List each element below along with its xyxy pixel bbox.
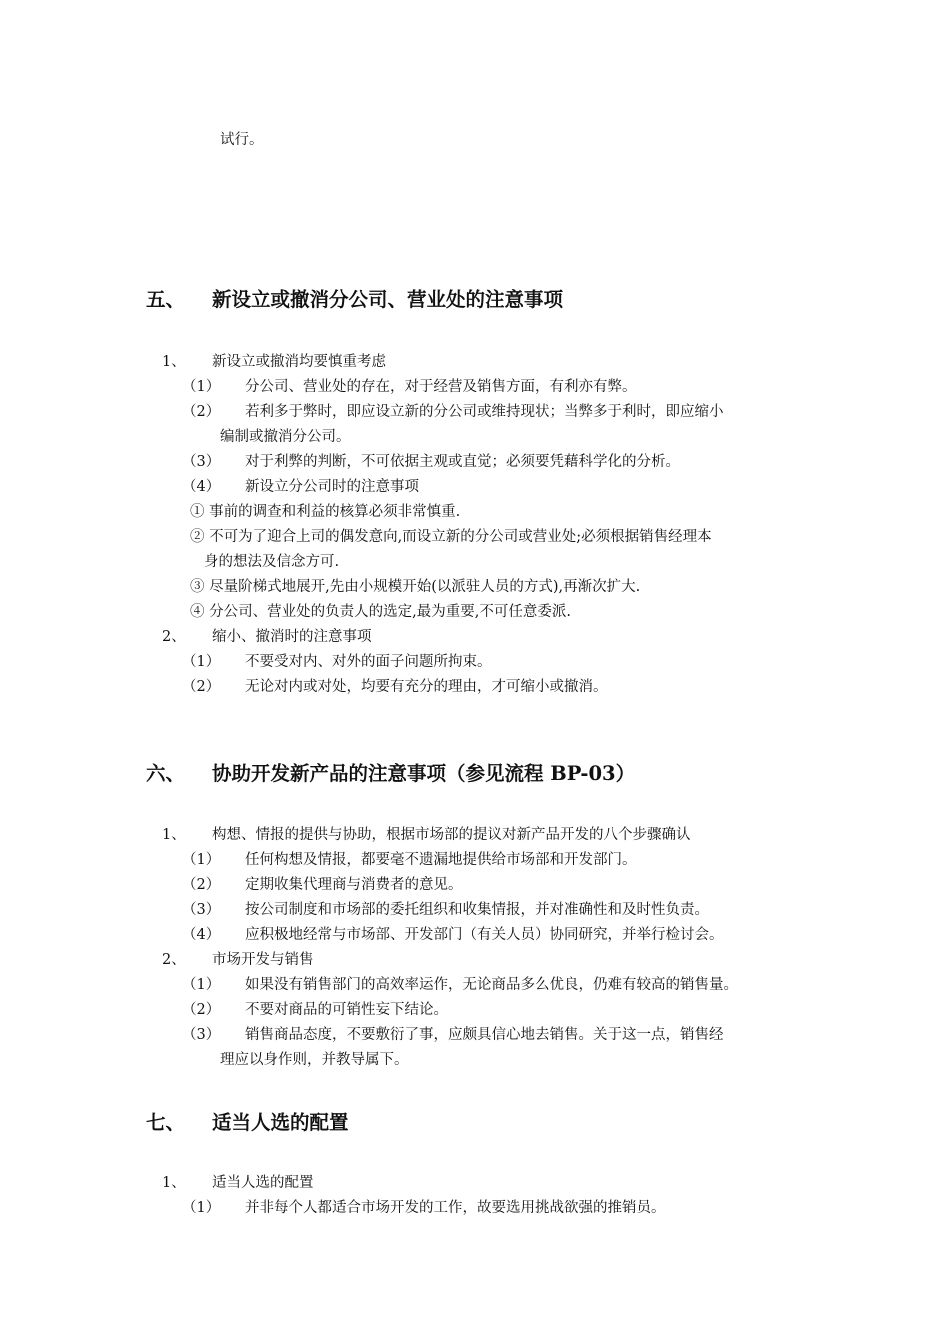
point-text: 按公司制度和市场部的委托组织和收集情报，并对准确性和及时性负责。 [245, 902, 709, 918]
item-number: 1、 [162, 1175, 186, 1191]
point-number: （1） [182, 977, 221, 993]
point-text: 并非每个人都适合市场开发的工作，故要选用挑战欲强的推销员。 [245, 1200, 666, 1216]
point-text: 不要受对内、对外的面子问题所拘束。 [245, 654, 492, 670]
point-number: （4） [182, 479, 221, 495]
point-number: （2） [182, 1002, 221, 1018]
point-text: 定期收集代理商与消费者的意见。 [245, 877, 463, 893]
section-7-number: 七、 [146, 1111, 186, 1134]
item-number: 1、 [162, 827, 186, 843]
point-text: 若利多于弊时，即应设立新的分公司或维持现状；当弊多于利时，即应缩小 [245, 404, 724, 420]
section-6-number: 六、 [146, 762, 186, 785]
point-number: （1） [182, 852, 221, 868]
point-text: 任何构想及情报，都要毫不遗漏地提供给市场部和开发部门。 [245, 852, 637, 868]
s5-circled-1: ① 事前的调查和利益的核算必须非常慎重. [190, 504, 461, 520]
point-number: （1） [182, 654, 221, 670]
point-text: 分公司、营业处的存在，对于经营及销售方面，有利亦有弊。 [245, 379, 637, 395]
point-text: 销售商品态度，不要敷衍了事，应颇具信心地去销售。关于这一点，销售经 [245, 1027, 724, 1043]
intro-text: 试行。 [220, 132, 264, 148]
point-text: 应积极地经常与市场部、开发部门（有关人员）协同研究，并举行检讨会。 [245, 927, 724, 943]
s5-point-2-cont: 编制或撤消分公司。 [220, 429, 351, 445]
section-6-title: 协助开发新产品的注意事项（参见流程 BP-03） [212, 762, 636, 785]
item-text: 缩小、撤消时的注意事项 [212, 629, 372, 645]
section-5-number: 五、 [146, 288, 186, 311]
s5-circled-4: ④ 分公司、营业处的负责人的选定,最为重要,不可任意委派. [190, 604, 571, 620]
point-number: （4） [182, 927, 221, 943]
item-number: 1、 [162, 354, 186, 370]
s5-circled-3: ③ 尽量阶梯式地展开,先由小规模开始(以派驻人员的方式),再渐次扩大. [190, 579, 641, 595]
item-text: 适当人选的配置 [212, 1175, 314, 1191]
point-text: 对于利弊的判断，不可依据主观或直觉；必须要凭藉科学化的分析。 [245, 454, 680, 470]
point-number: （1） [182, 379, 221, 395]
point-text: 如果没有销售部门的高效率运作，无论商品多么优良，仍难有较高的销售量。 [245, 977, 738, 993]
item-text: 新设立或撤消均要慎重考虑 [212, 354, 386, 370]
point-text: 新设立分公司时的注意事项 [245, 479, 419, 495]
item-number: 2、 [162, 629, 186, 645]
point-number: （2） [182, 404, 221, 420]
point-number: （3） [182, 1027, 221, 1043]
s5-circled-2-cont: 身的想法及信念方可. [204, 554, 340, 570]
s6-sub-3-cont: 理应以身作则，并教导属下。 [220, 1052, 409, 1068]
item-text: 市场开发与销售 [212, 952, 314, 968]
point-text: 无论对内或对处，均要有充分的理由，才可缩小或撤消。 [245, 679, 608, 695]
s5-circled-2: ② 不可为了迎合上司的偶发意向,而设立新的分公司或营业处;必须根据销售经理本 [190, 529, 712, 545]
point-number: （3） [182, 902, 221, 918]
item-number: 2、 [162, 952, 186, 968]
point-number: （3） [182, 454, 221, 470]
point-number: （2） [182, 679, 221, 695]
item-text: 构想、情报的提供与协助，根据市场部的提议对新产品开发的八个步骤确认 [212, 827, 691, 843]
point-number: （2） [182, 877, 221, 893]
point-text: 不要对商品的可销性妄下结论。 [245, 1002, 448, 1018]
section-7-title: 适当人选的配置 [212, 1111, 349, 1134]
section-5-title: 新设立或撤消分公司、营业处的注意事项 [212, 288, 564, 311]
point-number: （1） [182, 1200, 221, 1216]
